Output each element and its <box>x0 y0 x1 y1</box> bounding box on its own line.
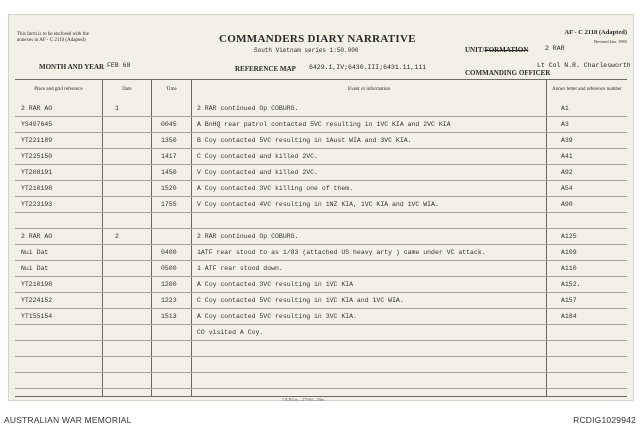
cell-date: 2 <box>115 233 119 240</box>
cell-time <box>161 357 189 372</box>
revised-date: Revised Jan. 1965 <box>594 39 627 44</box>
cell-time: 0500 <box>161 265 177 272</box>
commanding-officer-value: Lt Col N.R. Charlesworth <box>537 62 631 69</box>
cell-event: CO visited A Coy. <box>197 329 264 336</box>
row-divider <box>15 388 627 389</box>
unit-label-plain: UNIT/ <box>465 46 485 54</box>
reference-map-value: 6429.1,IV;6430.III;6431.11,111 <box>309 64 427 71</box>
cell-place <box>21 341 101 356</box>
cell-event: A Coy contacted 3VC resulting in 1VC KIA <box>197 281 354 288</box>
cell-annex: A39 <box>561 137 573 144</box>
cell-annex: A109 <box>561 249 577 256</box>
record-id: RCDIG1029942 <box>573 415 636 425</box>
print-line: 1 B.P.Coy—275/65—59m <box>282 397 325 402</box>
cell-date <box>115 245 149 260</box>
cell-annex <box>561 325 625 340</box>
cell-place: YT210198 <box>21 281 53 288</box>
cell-place: YT208191 <box>21 169 53 176</box>
month-year-value: FEB 68 <box>107 62 131 69</box>
cell-event: A BnHQ rear patrol contacted 5VC resulting in 1VC KIA and 2VC KIA <box>197 121 451 128</box>
cell-annex: A152. <box>561 281 581 288</box>
cell-place: Nui Dat <box>21 249 49 256</box>
cell-date <box>115 213 149 228</box>
enclosure-note-line2: annexes in AF - C 2119 (Adapted) <box>17 38 86 43</box>
cell-place: 2 RAR AO <box>21 233 53 240</box>
cell-place <box>21 357 101 372</box>
unit-label <box>465 46 528 54</box>
cell-time: 1223 <box>161 297 177 304</box>
cell-annex <box>561 341 625 356</box>
commanding-officer-label: COMMANDING OFFICER <box>465 69 551 77</box>
cell-place: YT210198 <box>21 185 53 192</box>
cell-place: 2 RAR AO <box>21 105 53 112</box>
cell-annex: A3 <box>561 121 569 128</box>
cell-time <box>161 325 189 340</box>
cell-event <box>197 213 543 228</box>
cell-time <box>161 229 189 244</box>
form-title: COMMANDERS DIARY NARRATIVE <box>219 33 416 45</box>
cell-event <box>197 373 543 388</box>
cell-event: V Coy contacted and killed 2VC. <box>197 169 318 176</box>
header-date: Date <box>122 87 132 92</box>
header-event: Event or information <box>348 87 390 92</box>
cell-date <box>115 277 149 292</box>
cell-date <box>115 293 149 308</box>
cell-place: YT224152 <box>21 297 53 304</box>
cell-event: A Coy contacted 5VC resulting in 3VC KIA. <box>197 313 357 320</box>
cell-time: 1520 <box>161 185 177 192</box>
cell-annex: A41 <box>561 153 573 160</box>
cell-time: 1200 <box>161 281 177 288</box>
cell-place <box>21 325 101 340</box>
enclosure-note <box>17 32 89 44</box>
cell-date <box>115 181 149 196</box>
cell-event <box>197 341 543 356</box>
month-year-label: MONTH AND YEAR <box>39 63 105 71</box>
cell-annex: A1 <box>561 105 569 112</box>
enclosure-note-line1: This form is to be enclosed with the <box>17 32 89 37</box>
cell-annex: A54 <box>561 185 573 192</box>
form-number: AF - C 2118 (Adapted) <box>564 29 627 36</box>
cell-time: 0400 <box>161 249 177 256</box>
cell-place <box>21 213 101 228</box>
cell-place: Nui Dat <box>21 265 49 272</box>
column-divider <box>546 80 547 396</box>
cell-place: YT225150 <box>21 153 53 160</box>
cell-time: 1417 <box>161 153 177 160</box>
cell-time: 0045 <box>161 121 177 128</box>
cell-time <box>161 101 189 116</box>
cell-annex: A184 <box>561 313 577 320</box>
unit-value: 2 RAR <box>545 45 565 52</box>
cell-event: 2 RAR continued Op COBURG. <box>197 105 299 112</box>
header-place: Place and grid reference <box>34 87 83 92</box>
cell-annex: A92 <box>561 169 573 176</box>
cell-time <box>161 213 189 228</box>
cell-annex <box>561 357 625 372</box>
cell-date <box>115 373 149 388</box>
cell-date <box>115 117 149 132</box>
map-series: South Vietnam series 1:50.000 <box>254 47 359 54</box>
cell-date <box>115 309 149 324</box>
cell-time: 1450 <box>161 169 177 176</box>
unit-label-struck: FORMATION <box>484 46 529 54</box>
cell-time <box>161 373 189 388</box>
cell-place: YT223193 <box>21 201 53 208</box>
column-divider <box>151 80 152 396</box>
cell-annex: A90 <box>561 201 573 208</box>
cell-annex: A110 <box>561 265 577 272</box>
archive-caption: AUSTRALIAN WAR MEMORIAL <box>4 415 132 425</box>
reference-map-label: REFERENCE MAP <box>235 65 296 73</box>
cell-annex: A157 <box>561 297 577 304</box>
cell-place: YT155154 <box>21 313 53 320</box>
column-divider <box>191 80 192 396</box>
diary-table <box>15 79 627 397</box>
cell-time: 1513 <box>161 313 177 320</box>
cell-date <box>115 325 149 340</box>
cell-event: 1ATF rear stood to as 1/83 (attached US heavy arty ) came under VC attack. <box>197 249 486 256</box>
diary-sheet <box>8 14 634 401</box>
cell-date <box>115 341 149 356</box>
cell-date <box>115 357 149 372</box>
cell-event: C Coy contacted 5VC resulting in 1VC KIA and 1VC WIA. <box>197 297 404 304</box>
cell-date <box>115 133 149 148</box>
cell-time: 1755 <box>161 201 177 208</box>
cell-date <box>115 149 149 164</box>
cell-date <box>115 197 149 212</box>
cell-place: YT221189 <box>21 137 53 144</box>
cell-annex: A125 <box>561 233 577 240</box>
cell-time: 1350 <box>161 137 177 144</box>
cell-event: B Coy contacted 5VC resulting in 1Aust WIA and 3VC KIA. <box>197 137 412 144</box>
cell-annex <box>561 373 625 388</box>
cell-time <box>161 341 189 356</box>
cell-date <box>115 165 149 180</box>
cell-event: 2 RAR continued Op COBURG. <box>197 233 299 240</box>
cell-place: YS407645 <box>21 121 53 128</box>
cell-date: 1 <box>115 105 119 112</box>
cell-annex <box>561 213 625 228</box>
header-time: Time <box>166 87 177 92</box>
cell-event: A Coy contacted 3VC killing one of them. <box>197 185 354 192</box>
cell-date <box>115 261 149 276</box>
cell-event: 1 ATF rear stood down. <box>197 265 283 272</box>
cell-place <box>21 373 101 388</box>
cell-event: C Coy contacted and killed 2VC. <box>197 153 318 160</box>
cell-event: V Coy contacted 4VC resulting in 1NZ KIA, 1VC KIA and 1VC WIA. <box>197 201 439 208</box>
column-divider <box>102 80 103 396</box>
header-annex: Annex letter and reference number <box>552 87 622 92</box>
cell-event <box>197 357 543 372</box>
